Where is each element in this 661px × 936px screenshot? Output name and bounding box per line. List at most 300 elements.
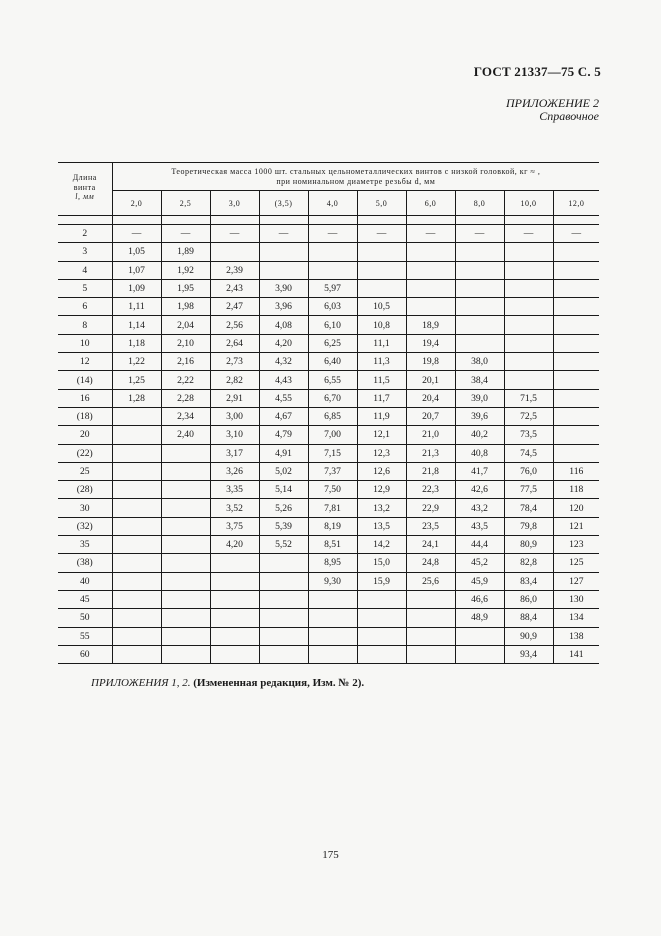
mass-cell: 4,79 xyxy=(259,426,308,444)
mass-cell: 4,91 xyxy=(259,444,308,462)
table-row xyxy=(58,627,599,645)
mass-cell: 6,85 xyxy=(308,407,357,425)
length-cell: 16 xyxy=(58,389,112,407)
mass-cell: 8,95 xyxy=(308,554,357,572)
mass-cell: 42,6 xyxy=(455,481,504,499)
mass-cell xyxy=(553,261,599,279)
mass-cell xyxy=(161,627,210,645)
mass-cell xyxy=(112,444,161,462)
table-caption-line2: при номинальном диаметре резьбы d, мм xyxy=(276,176,436,186)
mass-cell: 14,2 xyxy=(357,536,406,554)
mass-cell xyxy=(553,243,599,261)
mass-cell: 116 xyxy=(553,462,599,480)
mass-cell: 2,64 xyxy=(210,334,259,352)
mass-cell: 12,6 xyxy=(357,462,406,480)
page-number: 175 xyxy=(322,849,339,861)
mass-cell: 2,43 xyxy=(210,279,259,297)
mass-cell: 4,20 xyxy=(259,334,308,352)
mass-cell: 6,70 xyxy=(308,389,357,407)
mass-cell: 1,11 xyxy=(112,298,161,316)
mass-cell: 5,14 xyxy=(259,481,308,499)
mass-cell xyxy=(553,444,599,462)
mass-cell xyxy=(161,609,210,627)
mass-cell xyxy=(308,627,357,645)
mass-cell xyxy=(112,536,161,554)
mass-cell: 1,14 xyxy=(112,316,161,334)
mass-cell: 15,0 xyxy=(357,554,406,572)
table-row xyxy=(58,389,599,407)
mass-cell: 123 xyxy=(553,536,599,554)
mass-cell: 1,18 xyxy=(112,334,161,352)
mass-cell: 41,7 xyxy=(455,462,504,480)
mass-cell: 11,1 xyxy=(357,334,406,352)
mass-cell xyxy=(357,279,406,297)
mass-cell: 40,8 xyxy=(455,444,504,462)
table-row xyxy=(58,499,599,517)
mass-cell xyxy=(112,462,161,480)
mass-cell xyxy=(357,645,406,663)
mass-cell: 1,25 xyxy=(112,371,161,389)
mass-cell xyxy=(112,407,161,425)
appendix-title-block xyxy=(506,97,599,123)
mass-cell: 4,67 xyxy=(259,407,308,425)
mass-cell xyxy=(112,517,161,535)
mass-cell: 10,8 xyxy=(357,316,406,334)
mass-cell: 13,2 xyxy=(357,499,406,517)
table-spacer-row xyxy=(58,216,599,225)
mass-cell: — xyxy=(112,225,161,243)
mass-cell: 118 xyxy=(553,481,599,499)
mass-cell: 43,5 xyxy=(455,517,504,535)
table-row xyxy=(58,371,599,389)
mass-cell: 24,8 xyxy=(406,554,455,572)
table-caption xyxy=(112,163,599,191)
mass-cell xyxy=(455,298,504,316)
mass-cell: 82,8 xyxy=(504,554,553,572)
mass-cell: 11,5 xyxy=(357,371,406,389)
mass-cell: 11,7 xyxy=(357,389,406,407)
diameter-header-cell: 8,0 xyxy=(455,191,504,216)
mass-cell xyxy=(161,645,210,663)
diameter-header-cell: 2,0 xyxy=(112,191,161,216)
mass-cell: 130 xyxy=(553,590,599,608)
mass-cell: 6,03 xyxy=(308,298,357,316)
length-cell: 25 xyxy=(58,462,112,480)
mass-cell xyxy=(504,243,553,261)
mass-cell xyxy=(259,572,308,590)
mass-cell: 7,81 xyxy=(308,499,357,517)
mass-cell: 73,5 xyxy=(504,426,553,444)
mass-cell: 7,37 xyxy=(308,462,357,480)
mass-cell xyxy=(259,645,308,663)
mass-cell: 4,43 xyxy=(259,371,308,389)
mass-cell xyxy=(112,572,161,590)
mass-cell: — xyxy=(504,225,553,243)
mass-cell: 138 xyxy=(553,627,599,645)
mass-cell xyxy=(112,590,161,608)
mass-cell: 5,02 xyxy=(259,462,308,480)
mass-cell xyxy=(504,298,553,316)
mass-cell: 2,16 xyxy=(161,353,210,371)
length-header xyxy=(58,163,112,216)
length-cell: 35 xyxy=(58,536,112,554)
mass-cell xyxy=(553,298,599,316)
table-row xyxy=(58,243,599,261)
table-row xyxy=(58,536,599,554)
mass-cell: 2,10 xyxy=(161,334,210,352)
mass-cell: — xyxy=(259,225,308,243)
mass-cell xyxy=(210,609,259,627)
mass-cell: 25,6 xyxy=(406,572,455,590)
mass-cell: 23,5 xyxy=(406,517,455,535)
mass-cell: 48,9 xyxy=(455,609,504,627)
mass-cell: 3,35 xyxy=(210,481,259,499)
mass-cell xyxy=(161,481,210,499)
mass-cell xyxy=(406,645,455,663)
mass-cell: 141 xyxy=(553,645,599,663)
mass-cell xyxy=(504,279,553,297)
mass-cell xyxy=(112,627,161,645)
mass-cell: 6,10 xyxy=(308,316,357,334)
table-row xyxy=(58,572,599,590)
table-row xyxy=(58,517,599,535)
table-row xyxy=(58,261,599,279)
mass-cell: 76,0 xyxy=(504,462,553,480)
table-row xyxy=(58,426,599,444)
diameter-header-cell: 6,0 xyxy=(406,191,455,216)
table-row xyxy=(58,407,599,425)
mass-cell: 22,3 xyxy=(406,481,455,499)
mass-cell: 2,56 xyxy=(210,316,259,334)
length-cell: (22) xyxy=(58,444,112,462)
mass-cell xyxy=(161,590,210,608)
mass-cell: 38,4 xyxy=(455,371,504,389)
length-header-line2: винта xyxy=(73,182,96,192)
mass-cell: 12,3 xyxy=(357,444,406,462)
mass-cell: 5,52 xyxy=(259,536,308,554)
length-header-line1: Длина xyxy=(72,173,97,182)
mass-cell: 4,08 xyxy=(259,316,308,334)
mass-cell: 121 xyxy=(553,517,599,535)
mass-cell xyxy=(357,609,406,627)
length-cell: 4 xyxy=(58,261,112,279)
mass-cell xyxy=(308,645,357,663)
mass-cell xyxy=(210,243,259,261)
mass-cell xyxy=(357,261,406,279)
mass-cell: 19,4 xyxy=(406,334,455,352)
mass-cell xyxy=(553,279,599,297)
mass-cell: 90,9 xyxy=(504,627,553,645)
mass-cell: 71,5 xyxy=(504,389,553,407)
mass-cell: 8,19 xyxy=(308,517,357,535)
mass-cell: 40,2 xyxy=(455,426,504,444)
table-row xyxy=(58,481,599,499)
mass-cell: 2,82 xyxy=(210,371,259,389)
mass-cell xyxy=(455,334,504,352)
diameter-header-cell: 12,0 xyxy=(553,191,599,216)
mass-cell: 22,9 xyxy=(406,499,455,517)
mass-cell: 12,9 xyxy=(357,481,406,499)
length-cell: 3 xyxy=(58,243,112,261)
mass-cell: 39,6 xyxy=(455,407,504,425)
length-cell: 40 xyxy=(58,572,112,590)
length-cell: (32) xyxy=(58,517,112,535)
length-cell: 12 xyxy=(58,353,112,371)
table-row xyxy=(58,645,599,663)
mass-cell: 3,90 xyxy=(259,279,308,297)
mass-cell: 1,09 xyxy=(112,279,161,297)
mass-cell xyxy=(406,609,455,627)
mass-cell xyxy=(112,554,161,572)
mass-cell xyxy=(259,590,308,608)
mass-cell xyxy=(357,243,406,261)
mass-cell: 127 xyxy=(553,572,599,590)
mass-cell: 2,39 xyxy=(210,261,259,279)
mass-cell: 18,9 xyxy=(406,316,455,334)
mass-cell: 20,7 xyxy=(406,407,455,425)
table-row xyxy=(58,334,599,352)
mass-cell: 4,32 xyxy=(259,353,308,371)
mass-cell xyxy=(112,481,161,499)
table-row xyxy=(58,225,599,243)
mass-cell xyxy=(210,645,259,663)
mass-cell xyxy=(504,316,553,334)
mass-cell: 2,73 xyxy=(210,353,259,371)
mass-cell: 120 xyxy=(553,499,599,517)
mass-cell xyxy=(553,371,599,389)
mass-cell xyxy=(406,298,455,316)
mass-cell: 2,34 xyxy=(161,407,210,425)
mass-cell: 7,15 xyxy=(308,444,357,462)
mass-cell: 5,39 xyxy=(259,517,308,535)
mass-cell: 45,9 xyxy=(455,572,504,590)
mass-cell xyxy=(112,499,161,517)
mass-cell: 4,55 xyxy=(259,389,308,407)
diameter-header-cell: 4,0 xyxy=(308,191,357,216)
mass-cell xyxy=(504,334,553,352)
mass-cell: 3,17 xyxy=(210,444,259,462)
mass-cell: 77,5 xyxy=(504,481,553,499)
mass-cell xyxy=(161,444,210,462)
mass-cell: 39,0 xyxy=(455,389,504,407)
mass-cell: 88,4 xyxy=(504,609,553,627)
table-row xyxy=(58,444,599,462)
mass-cell: 134 xyxy=(553,609,599,627)
diameter-header-cell: 10,0 xyxy=(504,191,553,216)
mass-cell: 5,97 xyxy=(308,279,357,297)
mass-cell: 43,2 xyxy=(455,499,504,517)
mass-cell: 13,5 xyxy=(357,517,406,535)
mass-cell xyxy=(112,426,161,444)
mass-cell: 3,26 xyxy=(210,462,259,480)
mass-cell xyxy=(504,261,553,279)
mass-cell: — xyxy=(406,225,455,243)
mass-cell: 7,00 xyxy=(308,426,357,444)
length-cell: (14) xyxy=(58,371,112,389)
mass-cell: 11,9 xyxy=(357,407,406,425)
mass-cell xyxy=(308,609,357,627)
mass-cell: 38,0 xyxy=(455,353,504,371)
mass-cell: 6,40 xyxy=(308,353,357,371)
diameter-header-row xyxy=(58,191,599,216)
mass-cell xyxy=(259,243,308,261)
mass-cell: — xyxy=(308,225,357,243)
mass-cell: 72,5 xyxy=(504,407,553,425)
length-cell: 8 xyxy=(58,316,112,334)
mass-cell: 19,8 xyxy=(406,353,455,371)
mass-cell: — xyxy=(553,225,599,243)
mass-cell: 46,6 xyxy=(455,590,504,608)
mass-cell: — xyxy=(357,225,406,243)
mass-cell xyxy=(406,627,455,645)
mass-cell: 1,95 xyxy=(161,279,210,297)
mass-cell xyxy=(210,590,259,608)
length-cell: 50 xyxy=(58,609,112,627)
diameter-header-cell: (3,5) xyxy=(259,191,308,216)
mass-cell xyxy=(308,243,357,261)
mass-cell xyxy=(455,243,504,261)
mass-cell xyxy=(455,627,504,645)
mass-cell: 80,9 xyxy=(504,536,553,554)
mass-cell xyxy=(210,572,259,590)
length-cell: 6 xyxy=(58,298,112,316)
diameter-header-cell: 5,0 xyxy=(357,191,406,216)
length-header-line3: l, мм xyxy=(75,192,95,201)
mass-cell: 7,50 xyxy=(308,481,357,499)
table-caption-line1: Теоретическая масса 1000 шт. стальных цельнометаллических винтов с низкой головкой, кг ≈ , xyxy=(171,166,541,176)
mass-cell: 20,4 xyxy=(406,389,455,407)
mass-cell: 5,26 xyxy=(259,499,308,517)
mass-cell: 21,8 xyxy=(406,462,455,480)
mass-cell: 24,1 xyxy=(406,536,455,554)
length-cell: 30 xyxy=(58,499,112,517)
length-cell: 10 xyxy=(58,334,112,352)
table-body xyxy=(58,216,599,664)
mass-cell xyxy=(161,554,210,572)
mass-cell: 2,04 xyxy=(161,316,210,334)
footnote xyxy=(91,677,364,689)
appendix-subtitle: Справочное xyxy=(539,109,599,123)
mass-cell xyxy=(455,316,504,334)
mass-cell: 44,4 xyxy=(455,536,504,554)
length-cell: 60 xyxy=(58,645,112,663)
length-cell: (38) xyxy=(58,554,112,572)
mass-cell: 3,10 xyxy=(210,426,259,444)
mass-cell: 1,28 xyxy=(112,389,161,407)
mass-cell: 3,00 xyxy=(210,407,259,425)
length-cell: (28) xyxy=(58,481,112,499)
mass-cell: 86,0 xyxy=(504,590,553,608)
mass-cell xyxy=(553,407,599,425)
mass-cell: 1,98 xyxy=(161,298,210,316)
mass-cell: 6,25 xyxy=(308,334,357,352)
footnote-revision: (Измененная редакция, Изм. № 2). xyxy=(193,677,365,689)
table-row xyxy=(58,462,599,480)
mass-cell: 21,0 xyxy=(406,426,455,444)
mass-cell: 8,51 xyxy=(308,536,357,554)
mass-cell: 1,22 xyxy=(112,353,161,371)
mass-cell: 74,5 xyxy=(504,444,553,462)
mass-cell: 125 xyxy=(553,554,599,572)
mass-cell: 3,96 xyxy=(259,298,308,316)
mass-cell: 83,4 xyxy=(504,572,553,590)
mass-cell xyxy=(553,353,599,371)
table-row xyxy=(58,554,599,572)
mass-cell xyxy=(504,353,553,371)
mass-cell: — xyxy=(210,225,259,243)
mass-cell xyxy=(259,554,308,572)
mass-cell: 1,92 xyxy=(161,261,210,279)
mass-cell: 2,47 xyxy=(210,298,259,316)
mass-table xyxy=(58,162,599,664)
diameter-header-cell: 2,5 xyxy=(161,191,210,216)
mass-cell: — xyxy=(455,225,504,243)
mass-cell xyxy=(259,261,308,279)
mass-cell: 1,07 xyxy=(112,261,161,279)
length-cell: 45 xyxy=(58,590,112,608)
mass-cell: 10,5 xyxy=(357,298,406,316)
table-row xyxy=(58,590,599,608)
mass-cell xyxy=(357,590,406,608)
mass-cell xyxy=(161,517,210,535)
appendix-title: ПРИЛОЖЕНИЕ 2 xyxy=(506,96,599,110)
length-cell: 55 xyxy=(58,627,112,645)
mass-cell xyxy=(161,462,210,480)
mass-cell xyxy=(308,590,357,608)
mass-cell xyxy=(357,627,406,645)
mass-cell: 2,28 xyxy=(161,389,210,407)
mass-cell: 11,3 xyxy=(357,353,406,371)
diameter-header-cell: 3,0 xyxy=(210,191,259,216)
mass-cell xyxy=(455,261,504,279)
mass-cell: 1,89 xyxy=(161,243,210,261)
table-row xyxy=(58,279,599,297)
mass-cell: 3,75 xyxy=(210,517,259,535)
mass-cell xyxy=(553,334,599,352)
mass-cell xyxy=(455,279,504,297)
length-cell: 5 xyxy=(58,279,112,297)
mass-cell xyxy=(406,590,455,608)
mass-cell: 12,1 xyxy=(357,426,406,444)
mass-cell: 78,4 xyxy=(504,499,553,517)
mass-cell xyxy=(406,261,455,279)
mass-cell xyxy=(406,243,455,261)
mass-cell xyxy=(161,572,210,590)
mass-cell xyxy=(112,645,161,663)
mass-cell xyxy=(406,279,455,297)
mass-cell: 2,91 xyxy=(210,389,259,407)
table-row xyxy=(58,316,599,334)
mass-cell xyxy=(553,426,599,444)
mass-cell xyxy=(161,499,210,517)
mass-cell: 15,9 xyxy=(357,572,406,590)
mass-cell: 20,1 xyxy=(406,371,455,389)
table-row xyxy=(58,298,599,316)
mass-cell: 2,22 xyxy=(161,371,210,389)
length-cell: (18) xyxy=(58,407,112,425)
mass-cell xyxy=(259,627,308,645)
mass-cell: 2,40 xyxy=(161,426,210,444)
mass-cell: — xyxy=(161,225,210,243)
length-cell: 20 xyxy=(58,426,112,444)
mass-cell xyxy=(455,645,504,663)
mass-cell: 45,2 xyxy=(455,554,504,572)
mass-cell: 9,30 xyxy=(308,572,357,590)
mass-cell xyxy=(553,389,599,407)
footnote-appendices: ПРИЛОЖЕНИЯ 1, 2. xyxy=(91,677,191,689)
mass-cell xyxy=(210,554,259,572)
length-cell: 2 xyxy=(58,225,112,243)
